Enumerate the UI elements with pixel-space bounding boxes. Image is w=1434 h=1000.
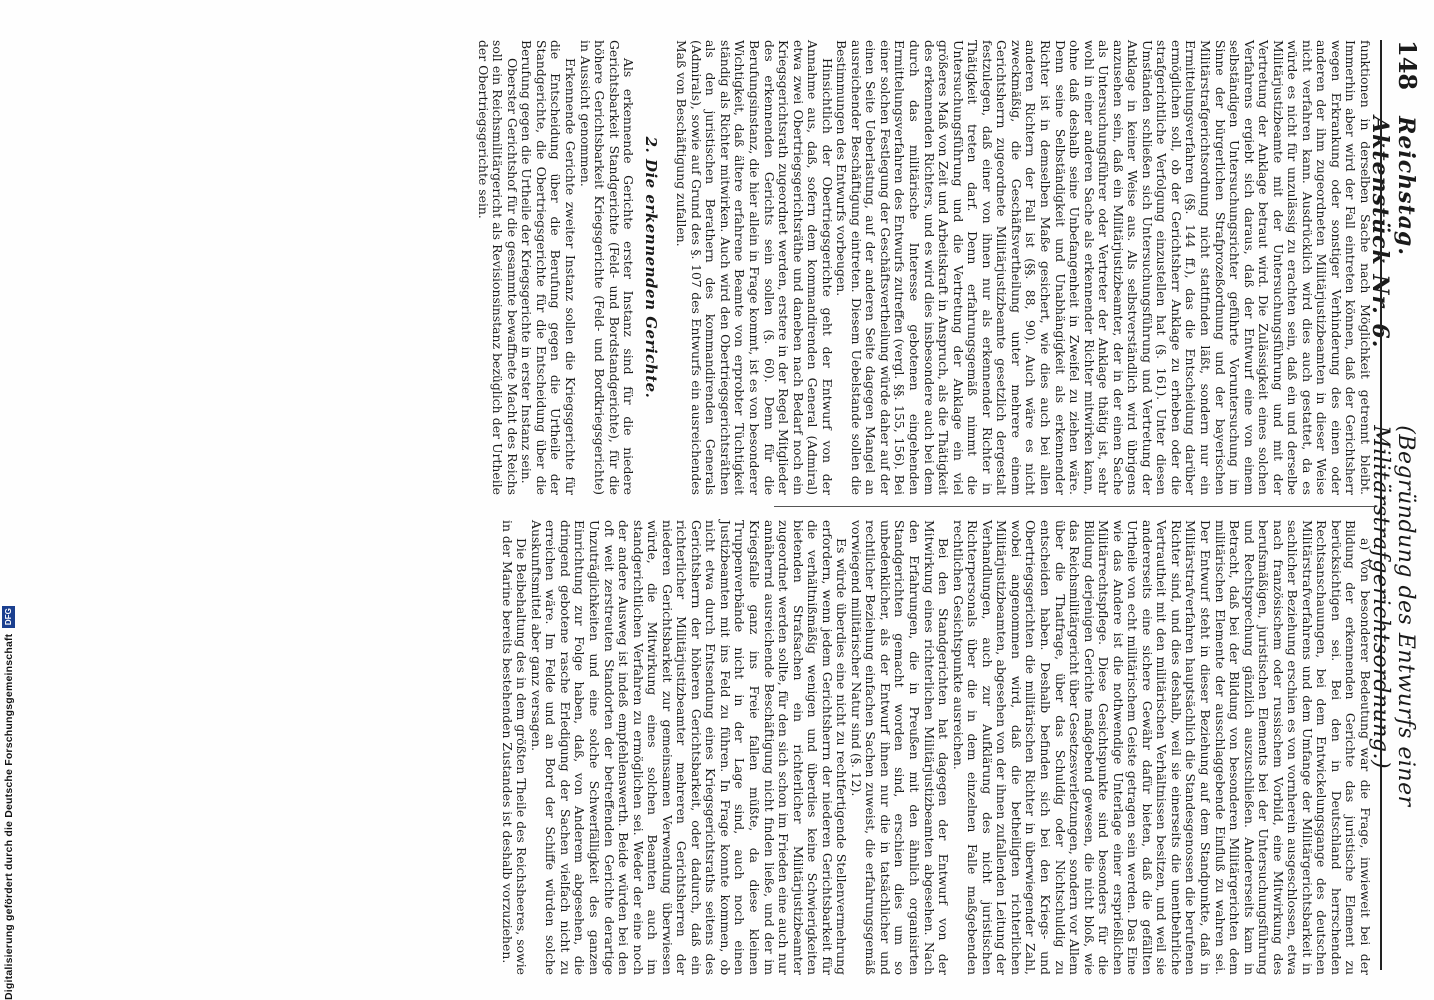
credit-text: Digitalisierung gefördert durch die Deutsche Forschungsgemeinschaft <box>2 633 15 1000</box>
paragraph: Bei den Standgerichten hat dagegen der Entwurf von der Mitwirkung eines richterlichen Militärjustizbeamten abgesehen. Nach den Erfahrungen, die in Preußen mit den ähnlich organisirten Standgerichten gemacht worden sind, erschien dies um so unbedenklicher, als der Entwurf ihnen nur die in tatsächlicher und rechtlicher Beziehung einfachen Sachen zuweist, die erfahrungsgemäß vorwiegend militärischer Natur sind (§. 12). <box>848 520 952 975</box>
document-title: Reichstag. Aktenstück Nr. 6. <box>1367 116 1419 349</box>
paragraph: Hinsichtlich der Obertriegsgerichte geht der Entwurf von der Annahme aus, daß, sofern dem kommandirenden General (Admiral) etwa zwei Obertriegsgerichtsräthe und daneben nach Bedarf noch ein Kriegsgerichtsrath zugeordnet werden, erstere in der Regel Mitglieder des erkennenden Gerichts sein sollen (§. 60). Denn für die Berufungsinstanz, die hier allein in Frage kommt, ist es von besonderer Wichtigkeit, daß ältere erfahrene Beamte von erprobter Tüchtigkeit ständig als Richter mitwirken. Auch wird den Obertriegsgerichtsräthen als den juristischen Berathern des kommandirenden Generals (Admirals), sowie auf Grund des §. 107 des Entwurfs ein ausreichendes Maß von Beschäftigung zufallen. <box>674 40 835 495</box>
paragraph: a) Von besonderer Bedeutung war die Frage, inwieweit bei der Bildung der erkennenden Gerichte das juristische Element zu berücksichtigen sei. Bei den in Deutschland herrschenden Rechtsanschauungen, bei dem Entwickelungsgange des deutschen Militärstrafverfahrens und dem Umfange der Militärgerichtsbarkeit in sachlicher Beziehung erschien es von vornherein ausgeschlossen, etwa nach französischem oder russischem Vorbild, eine Mitwirkung des berufsmäßigen, juristischen Elements bei der Untersuchungsführung und Rechtsprechung gänzlich auszuschließen. Andererseits kam in Betracht, daß bei der Bildung von besonderen Militärgerichten dem militärischen Elemente der ausschlaggebende Einfluß zu wahren sei. Der Entwurf steht in dieser Beziehung auf dem Standpunkte, daß in Militärstrafverfahren hauptsächlich die Standesgenossen die berufenen Richter sind, und dies deshalb, weil sie einerseits die unentbehrliche Vertrautheit mit den militärischen Verhältnissen besitzen, und weil sie andererseits eine sichere Gewähr dafür bieten, daß die gefällten Urtheile von echt militärischem Geiste getragen sein werden. Das Eine wie das Andere ist die nothwendige Unterlage einer ersprießlichen Militärrechtspflege. Diese Gesichtspunkte sind besonders für die Bildung derjenigen Gerichte maßgebend gewesen, die nicht bloß, wie das Reichsmilitärgericht über Gesetzesverletzungen, sondern vor Allem über die Thatfrage, über das Schuldig oder Nichtschuldig zu entscheiden haben. Deshalb befinden sich bei den Kriegs- und Obertriegsgerichten die militärischen Richter in überwiegender Zahl, wobei angenommen wird, daß die betheiligten richterlichen Militärjustizbeamten, abgesehen von der ihnen zufallenden Leitung der Verhandlungen, auch zur Aufklärung des nicht juristischen Richterpersonals über die in dem einzelnen Falle maßgebenden rechtlichen Gesichtspunkte ausreichen. <box>950 520 1373 975</box>
column-divider <box>774 506 1374 507</box>
page-number: 148 <box>1393 40 1422 91</box>
section-heading: 2. Die erkennenden Gerichte. <box>641 136 660 399</box>
document-subtitle: (Begründung des Entwurfs einer Militärstrafgerichtsordnung.) <box>1368 425 1418 807</box>
page-header <box>1367 40 1422 970</box>
paragraph: Die Beibehaltung des in dem größten Theile des Reichsheeres, sowie in der Marine bereits bestehenden Zustandes ist deshalb vorzuziehen. <box>499 520 530 975</box>
header-rule <box>1380 40 1382 970</box>
paragraph: Erkennende Gerichte zweiter Instanz sollen die Kriegsgerichte für die Entscheidung über die Berufung gegen die Urtheile der Standgerichte, die Obertriegsgerichte für die Entscheidung über die Berufung gegen die Urtheile der Kriegsgerichte in erster Instanz sein. <box>519 40 579 495</box>
left-column <box>472 40 1372 495</box>
credit-line <box>2 606 15 1000</box>
dfg-logo-icon: DFG <box>2 606 15 628</box>
credit-strip <box>0 0 20 1000</box>
right-column <box>499 520 1373 975</box>
paragraph: Es würde überdies eine nicht zu rechtfertigende Stellenvermehrung erfordern, wenn jedem Gerichtsherrn der niederen Gerichtsbarkeit für die verhältnißmäßig wenigen und überdies keine Schwierigkeiten bietenden Strafsachen ein richterlicher Militärjustizbeamter zugeordnet werden sollte, für den sich schon im Frieden eine auch nur annähernd ausreichende Beschäftigung nicht finden ließe, und der im Kriegsfalle ganz ins Freie fallen müßte, da diese kleinen Truppenverbände nicht in der Lage sind, auch noch einen Justizbeamten mit ins Feld zu führen. In Frage konnte kommen, ob nicht etwa durch Entsendung eines Kriegsgerichtsraths seitens des Gerichtsherrn der höheren Gerichtsbarkeit, oder dadurch, daß ein richterlicher Militärjustizbeamter mehreren Gerichtsherren der niederen Gerichtsbarkeit zur gemeinsamen Verwendung überwiesen würde, die Mitwirkung eines solchen Beamten auch im standgerichtlichen Verfahren zu ermöglichen sei. Weder der eine noch der andere Ausweg ist indeß empfehlenswerth. Beide würden bei den oft weit zerstreuten Standorten der betreffenden Gerichte derartige Unzuträglichkeiten und eine solche Schwerfälligkeit des ganzen Einrichtung zur Folge haben, daß, von Anderem abgesehen, die dringend gebotene rasche Erledigung der Sachen vielfach nicht zu erreichen wäre. Im Felde und an Bord der Schiffe würden solche Auskunftsmittel aber ganz versagen. <box>528 520 850 975</box>
paragraph: Als erkennende Gerichte erster Instanz sind für die niedere Gerichtsbarkeit Standgerichte (Feld- und Bordstandgerichte), für die höhere Gerichtsbarkeit Kriegsgerichte (Feld- und Bordkriegsgerichte) in Aussicht genommen. <box>577 40 637 495</box>
paragraph: Oberster Gerichtshof für die gesammte bewaffnete Macht des Reichs soll ein Reichsmilitärgericht als Revisionsinstanz bezüglich der Urtheile der Obertriegsgerichte sein. <box>475 40 520 495</box>
paragraph: funktionen in derselben Sache nach Möglichkeit getrennt bleibt. Immerhin aber wird der Fall eintreten können, daß der Gerichtsherr wegen Erkrankung oder sonstiger Verhinderung des einen oder anderen der ihm zugeordneten Militärjustizbeamten in dieser Weise nicht verfahren kann. Ausdrücklich wird dies auch gestattet, da es würde es nicht für unzulässig zu erachten sein, daß ein und derselbe Militärjustizbeamte mit der Untersuchungsführung und mit der Vertretung der Anklage betraut wird. Die Zulässigkeit eines solchen Verfahrens ergiebt sich daraus, daß der Entwurf eine von einem selbständigen Untersuchungsrichter geführte Voruntersuchung im Sinne der bürgerlichen Strafprozeßordnung und der bayerischen Militärstrafgerichtsordnung nicht stattfinden läßt, sondern nur ein Ermittelungsverfahren (§§. 144 ff.), das die Entscheidung darüber ermöglichen soll, ob der Gerichtsherr Anklage zu erheben oder die strafgerichtliche Verfolgung einzustellen hat (§. 161). Unter diesen Umständen schließen sich Untersuchungsführung und Vertretung der Anklage in keiner Weise aus. Als selbstverständlich wird übrigens anzusehen sein, daß ein Militärjustizbeamter, der in der einen Sache als Untersuchungsführer oder Vertreter der Anklage thätig ist, sehr wohl in einer anderen Sache als erkennender Richter mitwirken kann, ohne daß deshalb seine Unbefangenheit in Zweifel zu ziehen wäre. Denn seine Selbständigkeit und Unabhängigkeit als erkennender Richter ist in demselben Maße gesichert, wie dies auch bei allen anderen Richtern der Fall ist (§§. 88, 90). Auch wäre es nicht zweckmäßig, die Geschäftsvertheilung unter mehrere einem Gerichtsherrn zugeordnete Militärjustizbeamte gesetzlich dergestalt festzulegen, daß einer von ihnen nur als erkennender Richter in Thätigkeit treten darf. Denn erfahrungsgemäß nimmt die Untersuchungsführung und die Vertretung der Anklage ein viel größeres Maß von Zeit und Arbeitskraft in Anspruch, als die Thätigkeit des erkennenden Richters, und es wird dies insbesondere auch bei dem durch das militärische Interesse gebotenen eingehenden Ermittelungsverfahren des Entwurfs zutreffen (vergl. §§. 155, 156). Bei einer solchen Festlegung der Geschäftsvertheilung würde daher auf der einen Seite Ueberlastung, auf der anderen Seite dagegen Mangel an ausreichender Beschäftigung eintreten. Diesem Uebelstande sollen die Bestimmungen des Entwurfs vorbeugen. <box>834 40 1373 495</box>
